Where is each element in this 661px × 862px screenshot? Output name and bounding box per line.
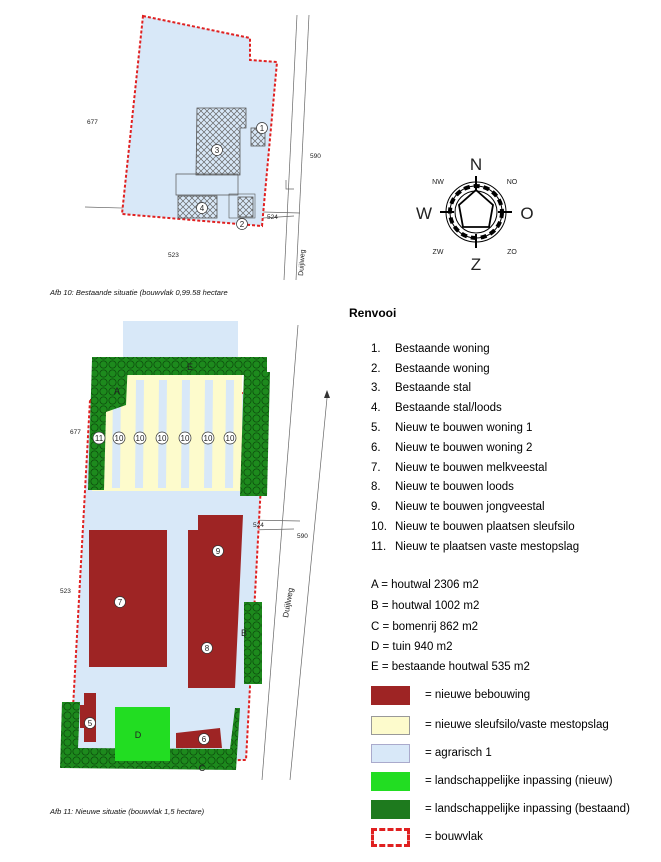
- svg-text:9: 9: [215, 547, 221, 556]
- legend-item-5: 5. Nieuw te bouwen woning 1: [371, 422, 533, 434]
- garden-d: [115, 707, 170, 761]
- new-situation-map: [60, 321, 330, 780]
- hedgerow-b: [244, 602, 262, 684]
- svg-text:10: 10: [157, 434, 167, 443]
- parcel-524-label-new: 524: [253, 522, 264, 529]
- svg-text:10: 10: [225, 434, 235, 443]
- marker-4: [197, 203, 208, 214]
- parcel-523-label-new: 523: [60, 588, 71, 595]
- young-cattle-barn-9: [188, 515, 243, 688]
- marker-10-4: [179, 432, 191, 444]
- legend-item-1: 1. Bestaande woning: [371, 343, 490, 355]
- svg-text:8: 8: [204, 644, 210, 653]
- compass-o: O: [520, 204, 534, 223]
- legend-area-a: A = houtwal 2306 m2: [371, 579, 479, 591]
- legend-title: Renvooi: [349, 306, 397, 320]
- svg-text:4: 4: [199, 204, 205, 213]
- legend-item-6: 6. Nieuw te bouwen woning 2: [371, 442, 533, 454]
- parcel-590-label: 590: [310, 153, 321, 160]
- parcel-523-label: 523: [168, 252, 179, 259]
- legend-item-9: 9. Nieuw te bouwen jongveestal: [371, 501, 545, 513]
- compass-zo: ZO: [507, 249, 517, 256]
- compass-zw: ZW: [432, 249, 444, 256]
- compass-rose: [416, 155, 534, 274]
- legend-item-8: 8. Nieuw te bouwen loods: [371, 481, 514, 493]
- hedgerow-e: [92, 357, 267, 375]
- svg-text:3: 3: [214, 146, 220, 155]
- parcel-590-label-new: 590: [297, 533, 308, 540]
- svg-text:10: 10: [114, 434, 124, 443]
- compass-w: W: [415, 204, 433, 223]
- legend-area-e: E = bestaande houtwal 535 m2: [371, 661, 530, 673]
- compass-nw: NW: [432, 179, 444, 186]
- marker-10-2: [134, 432, 146, 444]
- swatch-new-buildings: [371, 686, 410, 705]
- swatch-landscape-existing: [371, 800, 410, 819]
- svg-text:10: 10: [203, 434, 213, 443]
- existing-barn-3: [196, 108, 246, 175]
- svg-text:10: 10: [180, 434, 190, 443]
- svg-text:2: 2: [239, 220, 245, 229]
- parcel-677-label: 677: [87, 119, 98, 126]
- area-label-b: B: [240, 628, 248, 638]
- parcel-524-label: 524: [267, 214, 278, 221]
- road-label: Duijlweg: [298, 249, 307, 277]
- legend-item-2: 2. Bestaande woning: [371, 363, 490, 375]
- svg-text:5: 5: [87, 719, 93, 728]
- legend-area-b: B = houtwal 1002 m2: [371, 600, 480, 612]
- svg-text:7: 7: [117, 598, 123, 607]
- swatch-landscape-new: [371, 772, 410, 791]
- legend-item-10: 10. Nieuw te bouwen plaatsen sleufsilo: [371, 521, 575, 533]
- compass-z: Z: [470, 255, 482, 274]
- legend-area-c: C = bomenrij 862 m2: [371, 621, 479, 633]
- area-label-e: E: [186, 362, 194, 372]
- existing-situation-map: [85, 15, 321, 280]
- existing-house-2: [238, 197, 253, 217]
- marker-10-1: [113, 432, 125, 444]
- legend-item-11: 11. Nieuw te plaatsen vaste mestopslag: [371, 541, 580, 553]
- marker-2: [237, 219, 248, 230]
- swatch-agricultural: [371, 744, 410, 763]
- svg-text:11: 11: [94, 434, 104, 443]
- marker-9: [213, 546, 224, 557]
- marker-10-5: [202, 432, 214, 444]
- area-label-d: D: [134, 730, 142, 740]
- legend-area-d: D = tuin 940 m2: [371, 641, 453, 653]
- legend-item-4: 4. Bestaande stal/loods: [371, 402, 502, 414]
- caption-new-situation: Afb 11: Nieuwe situatie (bouwvlak 1,5 hectare): [50, 807, 205, 816]
- road-label-new: Duijlweg: [281, 587, 296, 619]
- marker-8: [202, 643, 213, 654]
- marker-10-6: [224, 432, 236, 444]
- parcel-677-label-new: 677: [70, 429, 81, 436]
- svg-text:6: 6: [201, 735, 207, 744]
- compass-no: NO: [506, 179, 518, 186]
- marker-10-3: [156, 432, 168, 444]
- area-label-c: C: [198, 763, 206, 773]
- svg-text:1: 1: [259, 124, 265, 133]
- marker-7: [115, 597, 126, 608]
- dairy-barn-7: [89, 530, 167, 667]
- marker-6: [199, 734, 210, 745]
- svg-text:10: 10: [135, 434, 145, 443]
- swatch-silo: [371, 716, 410, 735]
- marker-1: [257, 123, 268, 134]
- compass-n: N: [469, 155, 483, 174]
- marker-11: [93, 432, 105, 444]
- marker-3: [212, 145, 223, 156]
- area-label-a: A: [113, 386, 121, 396]
- marker-5: [85, 718, 96, 729]
- caption-existing-situation: Afb 10: Bestaande situatie (bouwvlak 0,99.58 hectare: [50, 288, 228, 297]
- swatch-building-plot: [371, 828, 410, 847]
- legend-item-7: 7. Nieuw te bouwen melkveestal: [371, 462, 548, 474]
- legend-item-3: 3. Bestaande stal: [371, 382, 472, 394]
